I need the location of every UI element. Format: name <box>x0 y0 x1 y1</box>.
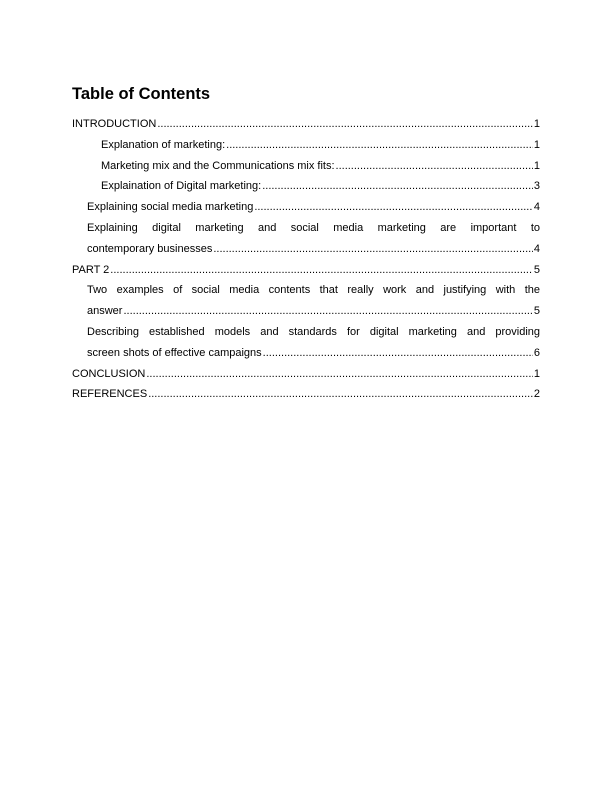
dot-leader <box>336 156 533 177</box>
toc-entry-label: INTRODUCTION <box>72 118 157 130</box>
toc-entry-social-media-examples[interactable] <box>72 280 540 322</box>
dot-leader <box>254 197 533 218</box>
toc-page-number: 2 <box>533 388 540 401</box>
toc-entry-importance-to-businesses[interactable] <box>72 218 540 260</box>
toc-entry-label-line1: Two examples of social media contents that really work and justifying with the <box>87 284 540 297</box>
toc-page-number: 3 <box>533 180 540 193</box>
toc-entry-label: Marketing mix and the Communications mix fits: <box>101 159 335 172</box>
dot-leader <box>146 364 533 385</box>
toc-entry-label: Explaining social media marketing <box>87 201 254 214</box>
toc-entry-marketing-mix[interactable] <box>72 156 540 177</box>
dot-leader <box>263 343 533 364</box>
dot-leader <box>110 260 533 281</box>
toc-entry-explanation-of-marketing[interactable] <box>72 135 540 156</box>
toc-page-number: 1 <box>533 367 540 380</box>
toc-page-number: 4 <box>533 201 540 214</box>
toc-entry-social-media-marketing[interactable] <box>72 197 540 218</box>
toc-entry-label: Explaination of Digital marketing: <box>101 180 262 193</box>
toc-entry-part-2[interactable] <box>72 260 540 281</box>
dot-leader <box>123 301 532 322</box>
dot-leader <box>157 114 533 135</box>
toc-entry-label-line2: answer <box>87 305 123 318</box>
dot-leader <box>213 239 533 260</box>
toc-page-number: 4 <box>533 242 540 255</box>
toc-entry-label: CONCLUSION <box>72 367 146 380</box>
toc-entry-label-line2: contemporary businesses <box>87 242 213 255</box>
toc-entry-introduction[interactable] <box>72 114 540 135</box>
dot-leader <box>226 135 533 156</box>
toc-title: Table of Contents <box>72 85 211 103</box>
toc-page-number: 1 <box>533 138 540 151</box>
toc-page-number: 1 <box>533 159 540 172</box>
toc-page-number: 1 <box>533 118 540 130</box>
toc-entry-digital-marketing[interactable] <box>72 176 540 197</box>
toc-page-number: 5 <box>533 263 540 276</box>
toc-entry-references[interactable] <box>72 384 540 405</box>
toc-entry-label: Explanation of marketing: <box>101 138 226 151</box>
toc-entry-label-line1: Describing established models and standards for digital marketing and providing <box>87 325 540 338</box>
dot-leader <box>148 384 533 405</box>
toc-entry-conclusion[interactable] <box>72 364 540 385</box>
toc-page-number: 5 <box>533 305 540 318</box>
toc-entry-label-line1: Explaining digital marketing and social media marketing are important to <box>87 221 540 234</box>
dot-leader <box>262 176 533 197</box>
table-of-contents <box>72 114 540 405</box>
toc-page-number: 6 <box>533 346 540 359</box>
toc-entry-label: REFERENCES <box>72 388 148 401</box>
toc-entry-label: PART 2 <box>72 263 110 276</box>
toc-entry-models-and-standards[interactable] <box>72 322 540 364</box>
toc-entry-label-line2: screen shots of effective campaigns <box>87 346 262 359</box>
